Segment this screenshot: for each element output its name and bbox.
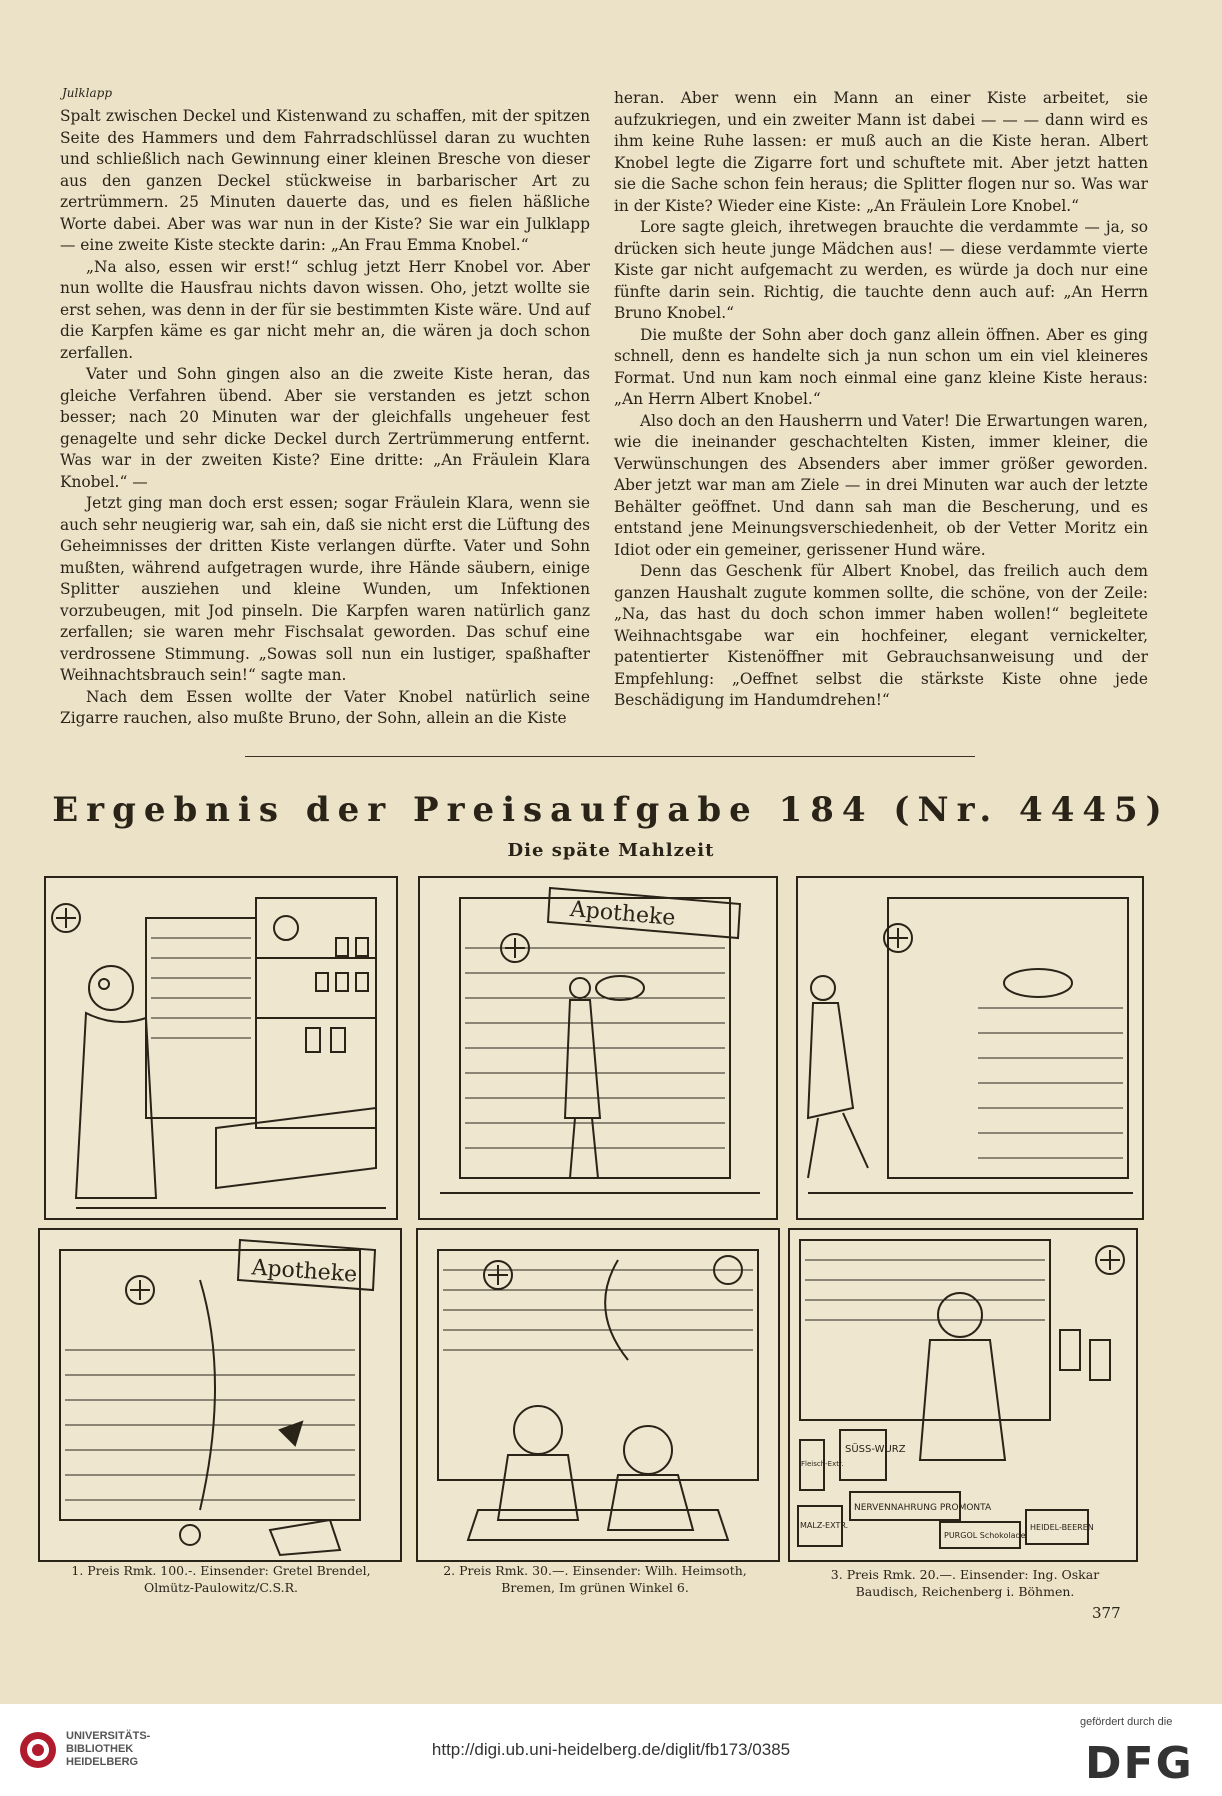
comic-panel-2 <box>418 876 778 1220</box>
left-paragraph: Jetzt ging man doch erst essen; sogar Fräulein Klara, wenn sie auch sehr neugierig war, sah ein, daß sie nicht erst die Lüftung des Geheimnisses der dritten Kiste verlangen dürfte. Vater und Sohn mußten, während aufgetragen wurde, ihre Hände säubern, einige Splitter ausziehen und kleine Wunden, um Infektionen vorzubeugen, mit Jod pinseln. Die Karpfen waren natürlich ganz zerfallen; sie waren mehr Fischsalat geworden. Das schuf eine verdrossene Stimmung. „Sowas soll nun ein lustiger, spaßhafter Weihnachtsbrauch sein!“ sagte man. <box>60 494 590 684</box>
panel-6-label-fleischextr: Fleisch-Extr. <box>801 1460 844 1468</box>
panel-6-drawing <box>790 1230 1136 1560</box>
panel-2-sign-text: Apotheke <box>568 896 677 932</box>
comic-panel-1 <box>44 876 398 1220</box>
panel-6-label-promonta: NERVENNAHRUNG PROMONTA <box>854 1503 992 1513</box>
contest-subhead: Die späte Mahlzeit <box>507 840 715 861</box>
left-text-column <box>60 106 590 730</box>
panel-6-label-malzextr: MALZ-EXTR. <box>800 1521 849 1530</box>
running-head: Julklapp <box>62 86 113 100</box>
panel-2-drawing <box>420 878 776 1218</box>
right-text-column <box>614 88 1148 712</box>
left-paragraph: Vater und Sohn gingen also an die zweite Kiste heran, das gleiche Verfahren übend. Aber sie verstanden es jetzt schon besser; nach 20 Minuten war der gleichfalls ungeheuer fest genagelte und sehr dicke Deckel durch Zertrümmerung entfernt. Was war in der zweiten Kiste? Eine dritte: „An Fräulein Klara Knobel.“ — <box>60 365 590 491</box>
right-paragraph: Die mußte der Sohn aber doch ganz allein öffnen. Aber es ging schnell, denn es handelte sich ja nun schon um ein viel kleineres Format. Und nun kam noch einmal eine ganz kleine Kiste heraus: „An Herrn Albert Knobel.“ <box>614 325 1148 408</box>
right-paragraph: Also doch an den Hausherrn und Vater! Die Erwartungen waren, wie die ineinander geschachtelten Kisten, immer kleiner, die Verwünschungen des Absenders aber immer größer geworden. Aber jetzt war man am Ziele — in drei Minuten war auch der letzte Behälter geöffnet. Und dann sah man die Bescherung, und es entstand jene Meinungsverschiedenheit, ob der Vetter Moritz ein Idiot oder ein gemeiner, gerissener Hund wäre. <box>614 411 1148 559</box>
comic-panel-6 <box>788 1228 1138 1562</box>
left-paragraph: Nach dem Essen wollte der Vater Knobel natürlich seine Zigarre rauchen, also mußte Bruno, der Sohn, allein an die Kiste <box>60 687 590 727</box>
panel-4-drawing <box>40 1230 400 1560</box>
left-paragraph: „Na also, essen wir erst!“ schlug jetzt Herr Knobel vor. Aber nun wollte die Hausfrau nichts davon wissen. Oho, jetzt wollte sie erst sehen, was denn in der für sie bestimmten Kiste wäre. Und auf die Karpfen käme es gar nicht mehr an, die wären ja doch schon zerfallen. <box>60 257 590 362</box>
panel-5-drawing <box>418 1230 778 1560</box>
caption-first-prize-line1: 1. Preis Rmk. 100.-. Einsender: Gretel Brendel, <box>71 1563 371 1578</box>
source-url-link[interactable]: http://digi.ub.uni-heidelberg.de/diglit/fb173/0385 <box>431 1740 791 1759</box>
institution-line-2: BIBLIOTHEK <box>66 1743 134 1755</box>
left-paragraph: Spalt zwischen Deckel und Kistenwand zu schaffen, mit der spitzen Seite des Hammers und dem Fahrradschlüssel daran zu wuchten und schließlich nach Gewinnung einer kleinen Bresche von dieser aus den ganzen Deckel stückweise in barbarischer Art zu zertrümmern. 25 Minuten dauerte das, und es fielen häßliche Worte dabei. Aber was war nun in der Kiste? Sie war ein Julklapp — eine zweite Kiste steckte darin: „An Frau Emma Knobel.“ <box>60 107 590 254</box>
panel-6-label-suesswurz: SÜSS-WURZ <box>845 1444 906 1455</box>
right-paragraph: Lore sagte gleich, ihretwegen brauchte die verdammte — ja, so drücken sich heute junge Mädchen aus! — diese verdammte vierte Kiste gar nicht aufgemacht zu werden, es würde ja doch nur eine fünfte darin sein. Richtig, die tauchte denn auch auf: „An Herrn Bruno Knobel.“ <box>614 218 1148 322</box>
caption-first-prize <box>26 1562 416 1596</box>
institution-line-1: UNIVERSITÄTS- <box>66 1730 151 1742</box>
panel-4-sign-text: Apotheke <box>250 1255 358 1288</box>
caption-second-prize <box>400 1562 790 1596</box>
institution-line-3: HEIDELBERG <box>66 1756 139 1768</box>
caption-third-prize-line2: Baudisch, Reichenberg i. Böhmen. <box>855 1584 1075 1599</box>
caption-third-prize-line1: 3. Preis Rmk. 20.—. Einsender: Ing. Oskar <box>830 1567 1100 1582</box>
panel-6-label-purgol: PURGOL Schokolade <box>944 1531 1026 1540</box>
caption-first-prize-line2: Olmütz-Paulowitz/C.S.R. <box>144 1580 298 1595</box>
funder-text: gefördert durch die <box>1080 1716 1173 1728</box>
comic-panel-5 <box>416 1228 780 1562</box>
panel-6-label-heidelbeeren: HEIDEL-BEEREN <box>1030 1523 1094 1532</box>
section-divider <box>245 756 975 757</box>
digitization-footer <box>0 1704 1222 1796</box>
caption-second-prize-line2: Bremen, Im grünen Winkel 6. <box>501 1580 689 1595</box>
page-number: 377 <box>1092 1604 1121 1622</box>
comic-panel-3 <box>796 876 1144 1220</box>
comic-panel-4 <box>38 1228 402 1562</box>
panel-3-drawing <box>798 878 1142 1218</box>
right-paragraph: heran. Aber wenn ein Mann an einer Kiste arbeitet, sie aufzukriegen, und ein zweiter Mann ist dabei — — — dann wird es ihm keine Ruhe lassen: er muß auch an die Kiste heran. Albert Knobel legte die Zigarre fort und schuftete mit. Aber jetzt hatten sie die Sache schon fein heraus; die Splitter flogen nur so. Was war in der Kiste? Wieder eine Kiste: „An Fräulein Lore Knobel.“ <box>614 89 1148 215</box>
dfg-logo: DFG <box>1085 1738 1194 1789</box>
panel-1-drawing <box>46 878 396 1218</box>
right-paragraph: Denn das Geschenk für Albert Knobel, das freilich auch dem ganzen Haushalt zugute kommen sollte, die schöne, von der Zeile: „Na, das hast du doch schon immer haben wollen!“ begleitete Weihnachtsgabe war ein hochfeiner, elegant vernickelter, patentierter Kistenöffner mit Gebrauchsanweisung und der Empfehlung: „Oeffnet selbst die stärkste Kiste ohne jede Beschädigung im Handumdrehen!“ <box>614 562 1148 709</box>
contest-headline: Ergebnis der Preisaufgabe 184 (Nr. 4445) <box>52 790 1170 830</box>
caption-third-prize <box>770 1566 1160 1600</box>
caption-second-prize-line1: 2. Preis Rmk. 30.—. Einsender: Wilh. Heimsoth, <box>443 1563 747 1578</box>
